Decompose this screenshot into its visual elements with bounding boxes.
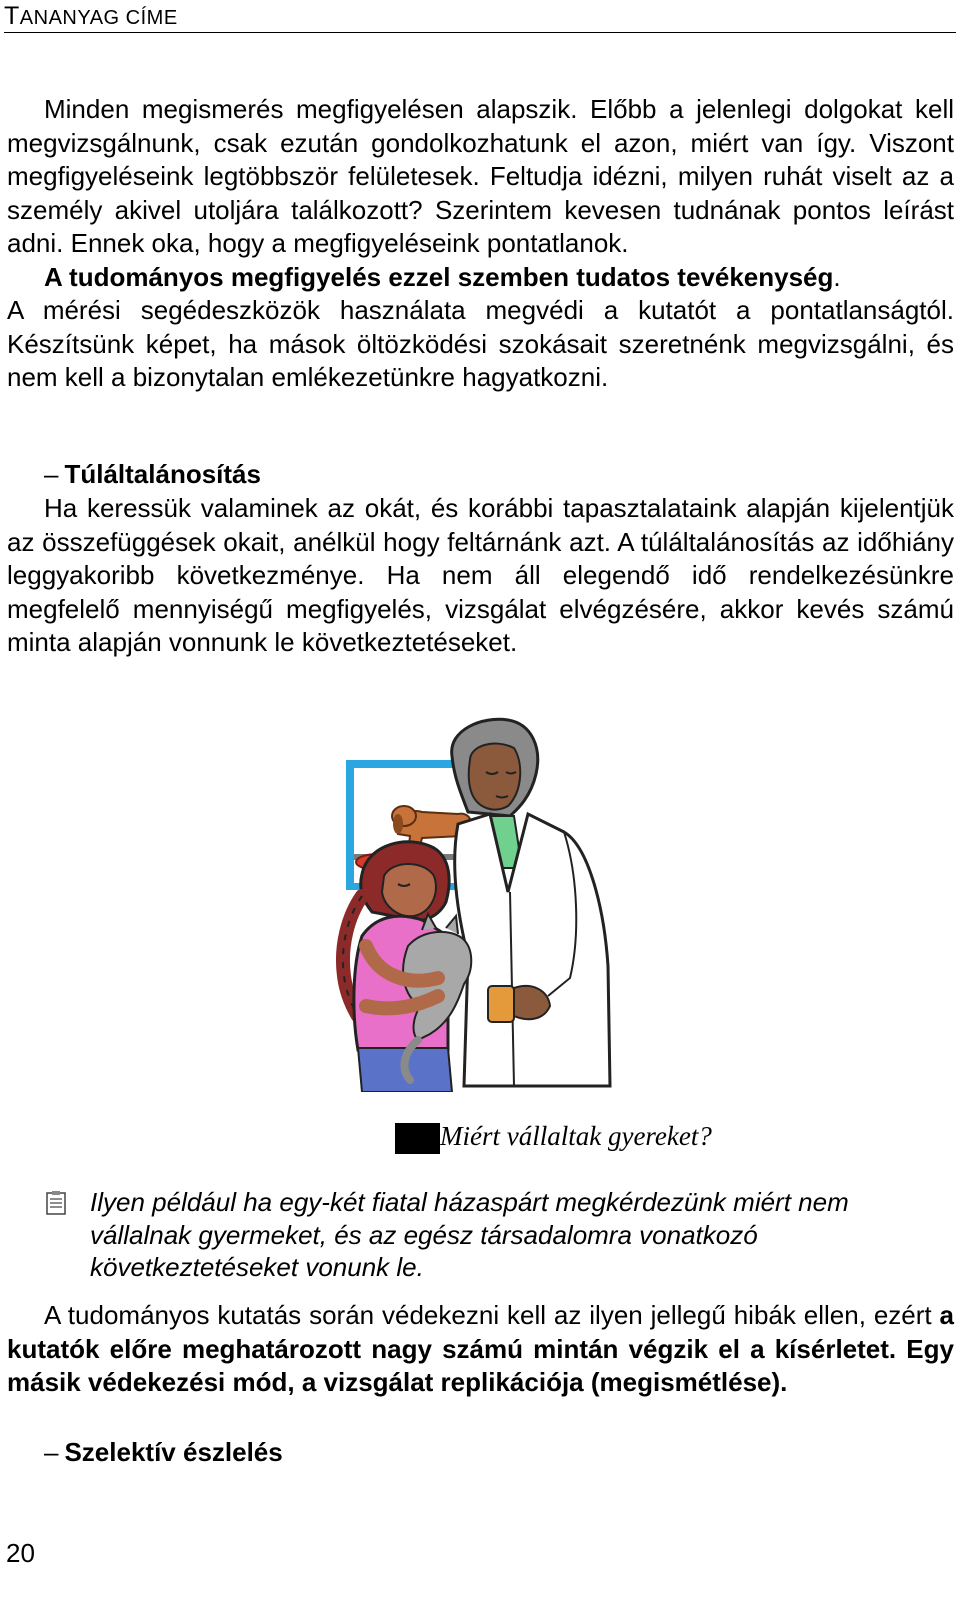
paragraph-observation: Minden megismerés megfigyelésen alapszik. Előbb a jelenlegi dolgokat kell megvizsgálnunk, csak ezután gondolkozhatunk el azon, miért van így. Viszont megfigyeléseink legtöbbször felületesek. Feltudja idézni, milyen ruhát viselt az a személy akivel utoljára találkozott? Szerintem kevesen tudnának pontos leírást adni. Ennek oka, hogy a megfigyeléseink pontatlanok.: [7, 94, 954, 258]
text-block-intro: [7, 93, 954, 395]
figure-caption: Miért vállaltak gyereket?: [440, 1121, 712, 1151]
heading-overgeneralization: – Túláltalánosítás: [44, 459, 261, 489]
paragraph-measurement-tools: A mérési segédeszközök használata megvédi a kutatót a pontatlanságtól. Készítsünk képet, ha mások öltözködési szokásait szeretnénk megvizsgálni, és nem kell a bizonytalan emlékezetünkre hagyatkozni.: [7, 295, 954, 392]
page-number: 20: [6, 1538, 35, 1568]
example-note: Ilyen például ha egy-két fiatal házaspárt megkérdezünk miért nem vállalnak gyermeket, és az egész társadalomra vonatkozó következtetéseket vonunk le.: [90, 1187, 849, 1282]
caption-marker: [395, 1123, 440, 1154]
paragraph-scientific-observation: A tudományos megfigyelés ezzel szemben tudatos tevékenység.: [44, 261, 841, 292]
text-block-protection: [7, 1299, 954, 1400]
header-rule: [4, 32, 956, 33]
paragraph-protection: A tudományos kutatás során védekezni kell az ilyen jellegű hibák ellen, ezért a kutatók előre meghatározott nagy számú mintán végzik el a kísérletet. Egy másik védekezési mód, a vizsgálat replikációja (megismétlése).: [7, 1300, 954, 1397]
paragraph-overgeneralization: Ha keressük valaminek az okát, és korábbi tapasztalataink alapján kijelentjük az összefüggések okait, anélkül hogy feltárnánk azt. A túláltalánosítás az időhiány leggyakoribb következménye. Ha nem áll elegendő idő rendelkezésünkre megfelelő mennyiségű megfigyelés, vizsgálat elvégzésére, akkor kevés számú minta alapján vonnunk le következtetéseket.: [7, 493, 954, 657]
text-block-overgeneralization: [7, 492, 954, 660]
heading-selective-perception: – Szelektív észlelés: [44, 1437, 283, 1467]
running-header: TANANYAG CÍME: [4, 2, 178, 30]
illustration-vet-clinic: [318, 716, 618, 1092]
notepad-icon: [44, 1190, 68, 1216]
